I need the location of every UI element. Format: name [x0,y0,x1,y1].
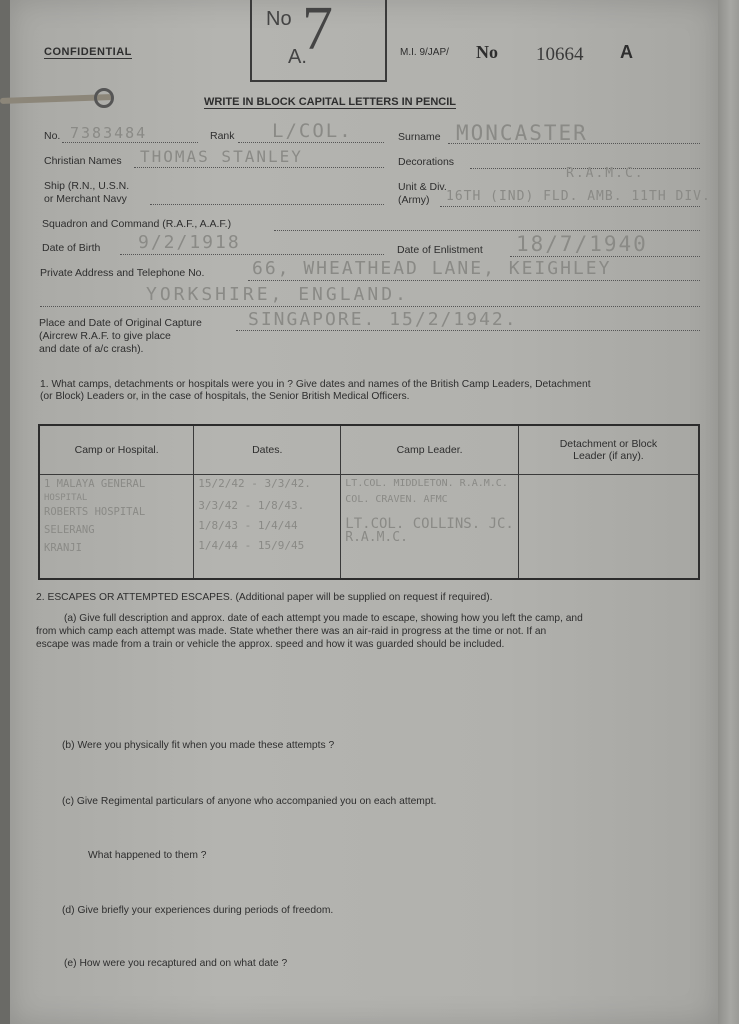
camp-entry: ROBERTS HOSPITAL [44,506,146,518]
enlistment-value[interactable]: 18/7/1940 [516,232,648,256]
ref-suffix: A [620,42,633,62]
address-line-1[interactable]: 66, WHEATHEAD LANE, KEIGHLEY [252,258,612,279]
rank-label: Rank [210,130,235,142]
file-number-label: No [266,8,292,30]
question-2e: (e) How were you recaptured and on what date ? [64,958,288,969]
binding-ring [94,88,114,108]
capture-label-1: Place and Date of Original Capture [39,317,202,329]
date-entry: 1/8/43 - 1/4/44 [198,519,298,532]
question-2a-line-2: from which camp each attempt was made. State whether there was an air-raid in progress at the time or not. If an [36,626,547,637]
unit-value-corps[interactable]: R.A.M.C. [566,166,645,181]
camp-entry: SELERANG [44,524,95,536]
capture-label-3: and date of a/c crash). [39,343,144,355]
ref-number: 10664 [536,44,584,65]
confidential-label: CONFIDENTIAL [44,46,132,58]
unit-value[interactable]: 16TH (IND) FLD. AMB. 11TH DIV. [446,189,711,204]
instruction-heading: WRITE IN BLOCK CAPITAL LETTERS IN PENCIL [204,96,456,108]
question-1-line-2: (or Block) Leaders or, in the case of hospitals, the Senior British Medical Officers. [40,391,410,402]
question-2-title: 2. ESCAPES OR ATTEMPTED ESCAPES. (Additional paper will be supplied on request if required). [36,592,493,603]
camp-leader-entry: R.A.M.C. [345,530,408,545]
file-letter: A. [288,46,307,68]
address-label: Private Address and Telephone No. [40,267,205,279]
date-entry: 15/2/42 - 3/3/42. [198,477,311,490]
dates-column[interactable] [194,475,341,580]
file-number-box [250,0,387,82]
file-number: 7 [302,0,333,63]
question-2d: (d) Give briefly your experiences during periods of freedom. [62,905,334,916]
address-line-2[interactable]: YORKSHIRE, ENGLAND. [146,284,409,305]
question-1-line-1: 1. What camps, detachments or hospitals were you in ? Give dates and names of the British Camp Leaders, Detachment [40,379,591,390]
squadron-label: Squadron and Command (R.A.F., A.A.F.) [42,218,232,230]
ref-no-label: No [476,42,498,62]
page-right-edge [718,0,739,1024]
ref-code: M.I. 9/JAP/ [400,47,449,58]
camp-leader-entry: LT.COL. MIDDLETON. R.A.M.C. [345,478,508,489]
camp-entry: KRANJI [44,542,82,554]
rank-value[interactable]: L/COL. [272,120,353,142]
christian-names-value[interactable]: THOMAS STANLEY [140,147,303,166]
table-header-camp-leader: Camp Leader. [341,425,519,475]
camp-leader-entry: LT.COL. COLLINS. JC. [345,516,514,532]
camps-table [38,424,700,580]
page-left-edge [0,0,10,1024]
table-header-camp: Camp or Hospital. [39,425,194,475]
detachment-leader-column[interactable] [518,475,699,580]
camp-leader-entry: COL. CRAVEN. AFMC [345,494,448,505]
capture-label-2: (Aircrew R.A.F. to give place [39,330,171,342]
christian-names-label: Christian Names [44,155,122,167]
camp-entry: 1 MALAYA GENERAL [44,478,146,490]
question-2c-followup: What happened to them ? [88,850,207,861]
no-label: No. [44,130,61,142]
dob-label: Date of Birth [42,242,101,254]
enlistment-label: Date of Enlistment [397,244,483,256]
service-number[interactable]: 7383484 [70,124,148,142]
date-entry [198,491,336,499]
dob-value[interactable]: 9/2/1918 [138,232,241,253]
camp-entry: HOSPITAL [44,493,88,503]
unit-label-1: Unit & Div. [398,181,447,193]
question-2a-line-3: escape was made from a train or vehicle the approx. speed and how it was guarded should be included. [36,639,505,650]
date-entry: 3/3/42 - 1/8/43. [198,499,305,512]
question-2b: (b) Were you physically fit when you made these attempts ? [62,740,335,751]
decorations-label: Decorations [398,156,455,168]
date-entry: 1/4/44 - 15/9/45 [198,539,305,552]
camp-leader-column[interactable] [341,475,519,580]
question-2c: (c) Give Regimental particulars of anyone who accompanied you on each attempt. [62,796,437,807]
question-2a-line-1: (a) Give full description and approx. date of each attempt you made to escape, showing how you left the camp, and [64,613,583,624]
table-header-dates: Dates. [194,425,341,475]
unit-label-2: (Army) [398,194,430,206]
ship-label-1: Ship (R.N., U.S.N. [44,180,130,192]
capture-value[interactable]: SINGAPORE. 15/2/1942. [248,309,518,330]
camp-column[interactable] [39,475,194,580]
table-header-detachment-leader: Detachment or Block Leader (if any). [518,425,699,475]
surname-label: Surname [398,131,441,143]
ship-label-2: or Merchant Navy [44,193,127,205]
surname-value[interactable]: MONCASTER [456,121,588,145]
